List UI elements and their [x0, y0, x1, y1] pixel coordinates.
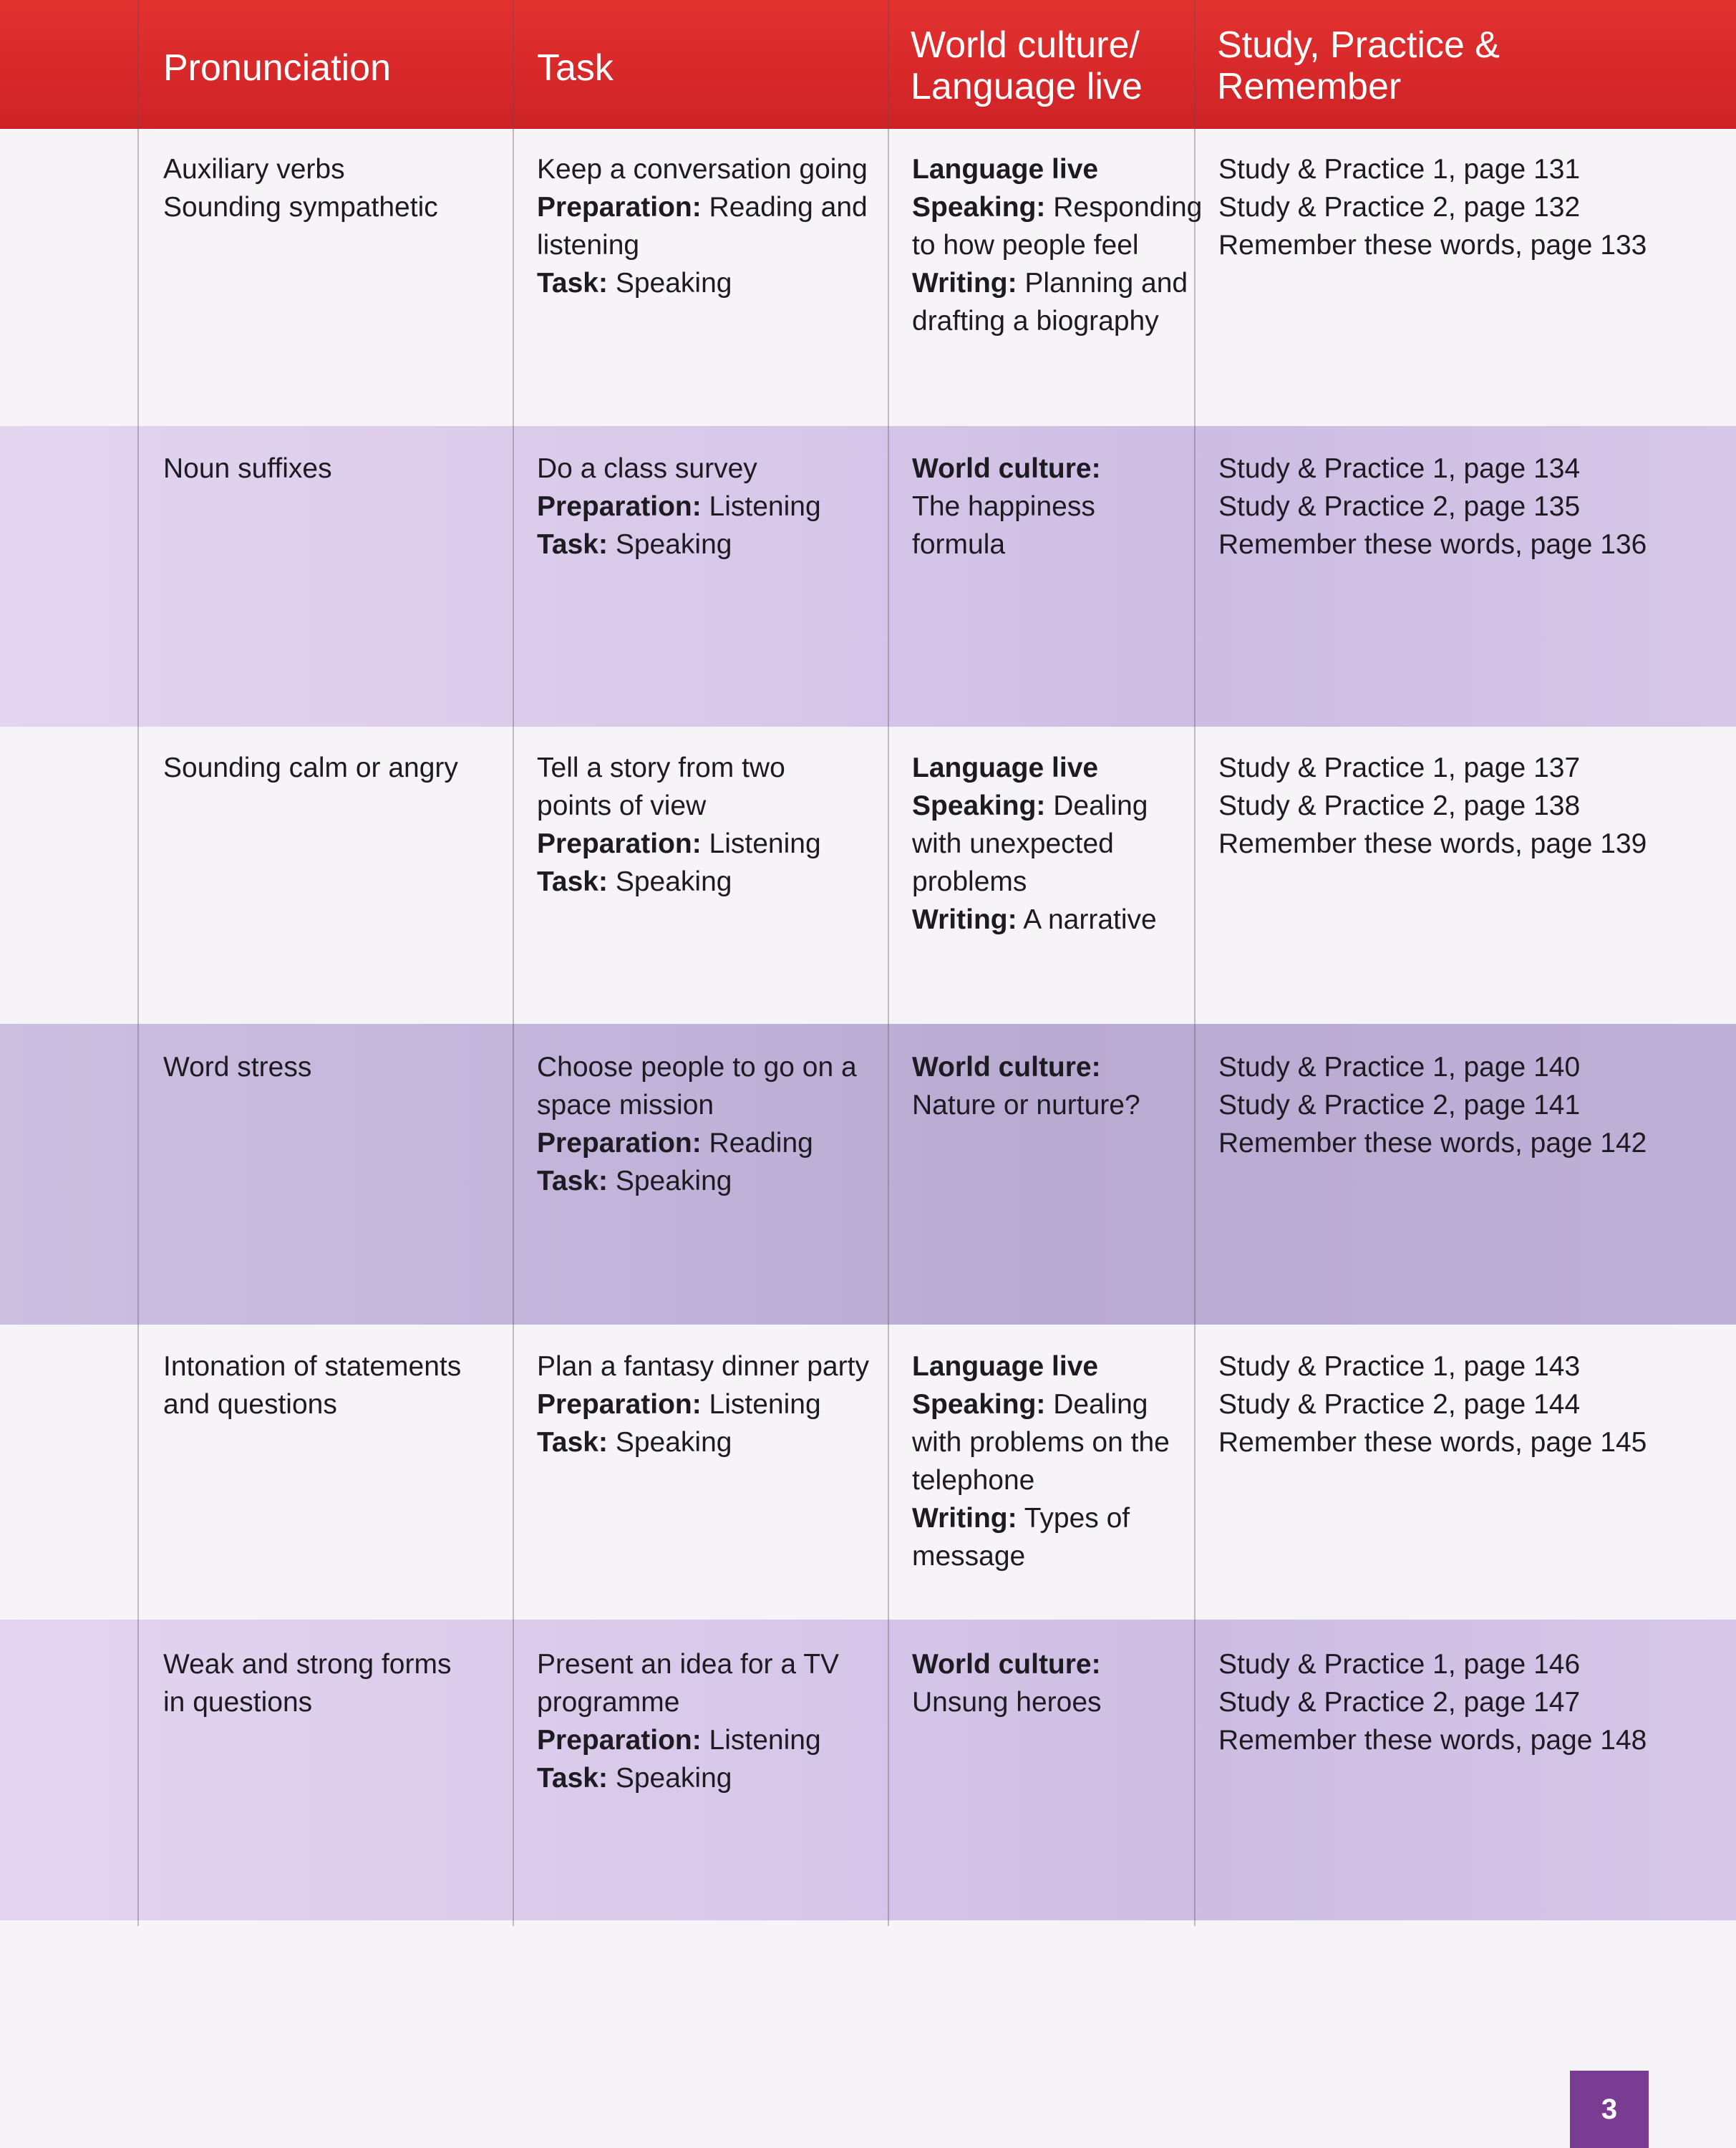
study-practice-cell	[1218, 1348, 1647, 1461]
world-line	[912, 787, 1157, 825]
task-line	[537, 1124, 857, 1162]
pronunciation-line: Noun suffixes	[163, 453, 332, 484]
pronunciation-line: in questions	[163, 1687, 313, 1718]
world-text: with unexpected	[912, 828, 1114, 859]
world-text: Responding	[1045, 192, 1203, 223]
pronunciation-line: Auxiliary verbs	[163, 154, 345, 185]
world-line	[912, 150, 1202, 188]
task-cell	[537, 150, 868, 302]
task-text: Listening	[701, 1725, 821, 1756]
task-text: Speaking	[608, 1166, 732, 1196]
task-text: Speaking	[608, 1427, 732, 1458]
task-cell	[537, 749, 821, 901]
task-line	[537, 188, 868, 226]
task-text: Present an idea for a TV	[537, 1649, 840, 1680]
study-reference-line: Remember these words, page 139	[1218, 828, 1647, 859]
task-text: Listening	[701, 828, 821, 859]
column-divider-3	[888, 0, 889, 1926]
study-reference-line: Study & Practice 1, page 146	[1218, 1649, 1581, 1680]
study-reference-line: Study & Practice 2, page 132	[1218, 192, 1581, 223]
pronunciation-cell	[163, 1645, 451, 1721]
world-culture-cell	[912, 450, 1101, 563]
study-practice-cell	[1218, 150, 1647, 264]
task-cell	[537, 450, 821, 563]
world-label: Speaking:	[912, 192, 1046, 223]
task-line	[537, 1759, 839, 1797]
task-line	[537, 1048, 857, 1086]
world-text: Dealing	[1045, 790, 1148, 821]
study-reference-line: Study & Practice 1, page 140	[1218, 1052, 1581, 1083]
study-reference-line: Remember these words, page 133	[1218, 230, 1647, 261]
world-text: A narrative	[1017, 904, 1157, 935]
header-world-culture	[911, 24, 1143, 107]
study-reference-line: Study & Practice 2, page 135	[1218, 491, 1581, 522]
study-reference-line: Remember these words, page 136	[1218, 529, 1647, 560]
world-label: Speaking:	[912, 1389, 1046, 1420]
task-text: Reading	[701, 1128, 813, 1158]
task-label: Task:	[537, 1427, 608, 1458]
pronunciation-line: and questions	[163, 1389, 337, 1420]
study-reference-line: Remember these words, page 148	[1218, 1725, 1647, 1756]
world-line	[912, 526, 1101, 563]
world-line	[912, 1645, 1102, 1683]
pronunciation-line: Sounding calm or angry	[163, 753, 458, 783]
world-culture-cell	[912, 1348, 1170, 1575]
world-text: telephone	[912, 1465, 1035, 1496]
pronunciation-line: Sounding sympathetic	[163, 192, 438, 223]
task-label: Task:	[537, 529, 608, 560]
task-line	[537, 1348, 869, 1385]
task-cell	[537, 1348, 869, 1461]
task-line	[537, 863, 821, 901]
study-practice-cell	[1218, 1048, 1647, 1162]
study-reference-line: Study & Practice 1, page 143	[1218, 1351, 1581, 1382]
task-line	[537, 1423, 869, 1461]
world-culture-cell	[912, 1645, 1102, 1721]
task-text: points of view	[537, 790, 707, 821]
world-culture-cell	[912, 150, 1202, 340]
task-text: Listening	[701, 491, 821, 522]
world-line	[912, 1537, 1170, 1575]
world-line	[912, 1348, 1170, 1385]
task-line	[537, 1645, 839, 1683]
study-reference-line: Study & Practice 1, page 134	[1218, 453, 1581, 484]
task-line	[537, 1162, 857, 1200]
world-line	[912, 1086, 1140, 1124]
header-world-line1: World culture/	[911, 24, 1140, 66]
world-text: Dealing	[1045, 1389, 1148, 1420]
world-text: to how people feel	[912, 230, 1139, 261]
study-practice-cell	[1218, 1645, 1647, 1759]
task-text: programme	[537, 1687, 680, 1718]
study-practice-cell	[1218, 450, 1647, 563]
task-label: Preparation:	[537, 491, 702, 522]
task-line	[537, 1385, 869, 1423]
study-reference-line: Study & Practice 2, page 144	[1218, 1389, 1581, 1420]
world-line	[912, 188, 1202, 226]
world-label: Writing:	[912, 1503, 1017, 1534]
task-label: Preparation:	[537, 1725, 702, 1756]
pronunciation-line: Weak and strong forms	[163, 1649, 452, 1680]
column-divider-1	[137, 0, 139, 1926]
world-line	[912, 901, 1157, 939]
world-text: Nature or nurture?	[912, 1090, 1140, 1121]
pronunciation-line: Intonation of statements	[163, 1351, 462, 1382]
header-study-line1: Study, Practice &	[1217, 24, 1500, 66]
world-text: The happiness	[912, 491, 1095, 522]
page-number-badge: 3	[1570, 2071, 1649, 2148]
world-line	[912, 1423, 1170, 1461]
world-text: drafting a biography	[912, 306, 1159, 337]
task-line	[537, 787, 821, 825]
study-reference-line: Remember these words, page 142	[1218, 1128, 1647, 1158]
world-label: Writing:	[912, 268, 1017, 299]
task-text: Plan a fantasy dinner party	[537, 1351, 869, 1382]
task-line	[537, 488, 821, 526]
task-label: Task:	[537, 1166, 608, 1196]
header-pronunciation: Pronunciation	[163, 47, 391, 89]
world-text: formula	[912, 529, 1006, 560]
world-line	[912, 749, 1157, 787]
header-task: Task	[537, 47, 614, 89]
task-line	[537, 264, 868, 302]
world-line	[912, 264, 1202, 302]
task-label: Preparation:	[537, 1128, 702, 1158]
world-text: message	[912, 1541, 1026, 1572]
task-text: Speaking	[608, 529, 732, 560]
task-line	[537, 226, 868, 264]
task-text: Choose people to go on a	[537, 1052, 857, 1083]
header-world-line2: Language live	[911, 66, 1143, 107]
study-reference-line: Remember these words, page 145	[1218, 1427, 1647, 1458]
world-line	[912, 1385, 1170, 1423]
task-label: Task:	[537, 1763, 608, 1794]
pronunciation-cell	[163, 1048, 311, 1086]
world-label: Speaking:	[912, 790, 1046, 821]
world-label: Language live	[912, 154, 1099, 185]
task-line	[537, 825, 821, 863]
task-text: Listening	[701, 1389, 821, 1420]
world-text: problems	[912, 866, 1027, 897]
world-text: Planning and	[1017, 268, 1188, 299]
task-text: space mission	[537, 1090, 714, 1121]
world-label: World culture:	[912, 1052, 1101, 1083]
header-study-line2: Remember	[1217, 66, 1402, 107]
task-line	[537, 1086, 857, 1124]
task-label: Task:	[537, 866, 608, 897]
task-line	[537, 526, 821, 563]
world-culture-cell	[912, 749, 1157, 939]
world-text: Unsung heroes	[912, 1687, 1102, 1718]
world-line	[912, 226, 1202, 264]
world-line	[912, 1683, 1102, 1721]
task-text: Reading and	[701, 192, 868, 223]
task-cell	[537, 1645, 839, 1797]
world-line	[912, 1461, 1170, 1499]
task-cell	[537, 1048, 857, 1200]
world-label: World culture:	[912, 453, 1101, 484]
pronunciation-cell	[163, 450, 332, 488]
world-line	[912, 1048, 1140, 1086]
task-text: Speaking	[608, 1763, 732, 1794]
task-line	[537, 1683, 839, 1721]
study-reference-line: Study & Practice 2, page 138	[1218, 790, 1581, 821]
world-line	[912, 863, 1157, 901]
pronunciation-cell	[163, 150, 438, 226]
study-practice-cell	[1218, 749, 1647, 863]
task-text: listening	[537, 230, 640, 261]
table-header	[0, 0, 1736, 129]
task-text: Speaking	[608, 268, 732, 299]
column-divider-2	[513, 0, 514, 1926]
task-text: Do a class survey	[537, 453, 757, 484]
study-reference-line: Study & Practice 2, page 141	[1218, 1090, 1581, 1121]
pronunciation-line: Word stress	[163, 1052, 312, 1083]
study-reference-line: Study & Practice 1, page 137	[1218, 753, 1581, 783]
world-culture-cell	[912, 1048, 1140, 1124]
task-line	[537, 749, 821, 787]
study-reference-line: Study & Practice 1, page 131	[1218, 154, 1581, 185]
task-label: Task:	[537, 268, 608, 299]
world-label: Writing:	[912, 904, 1017, 935]
world-text: Types of	[1017, 1503, 1130, 1534]
world-line	[912, 488, 1101, 526]
world-line	[912, 1499, 1170, 1537]
task-line	[537, 1721, 839, 1759]
world-label: World culture:	[912, 1649, 1101, 1680]
world-line	[912, 825, 1157, 863]
header-study-practice	[1217, 24, 1500, 107]
pronunciation-cell	[163, 749, 458, 787]
world-line	[912, 302, 1202, 340]
task-label: Preparation:	[537, 192, 702, 223]
world-label: Language live	[912, 1351, 1099, 1382]
task-text: Speaking	[608, 866, 732, 897]
task-line	[537, 150, 868, 188]
task-text: Tell a story from two	[537, 753, 785, 783]
task-line	[537, 450, 821, 488]
world-text: with problems on the	[912, 1427, 1170, 1458]
task-label: Preparation:	[537, 1389, 702, 1420]
pronunciation-cell	[163, 1348, 461, 1423]
task-label: Preparation:	[537, 828, 702, 859]
study-reference-line: Study & Practice 2, page 147	[1218, 1687, 1581, 1718]
task-text: Keep a conversation going	[537, 154, 868, 185]
world-label: Language live	[912, 753, 1099, 783]
world-line	[912, 450, 1101, 488]
